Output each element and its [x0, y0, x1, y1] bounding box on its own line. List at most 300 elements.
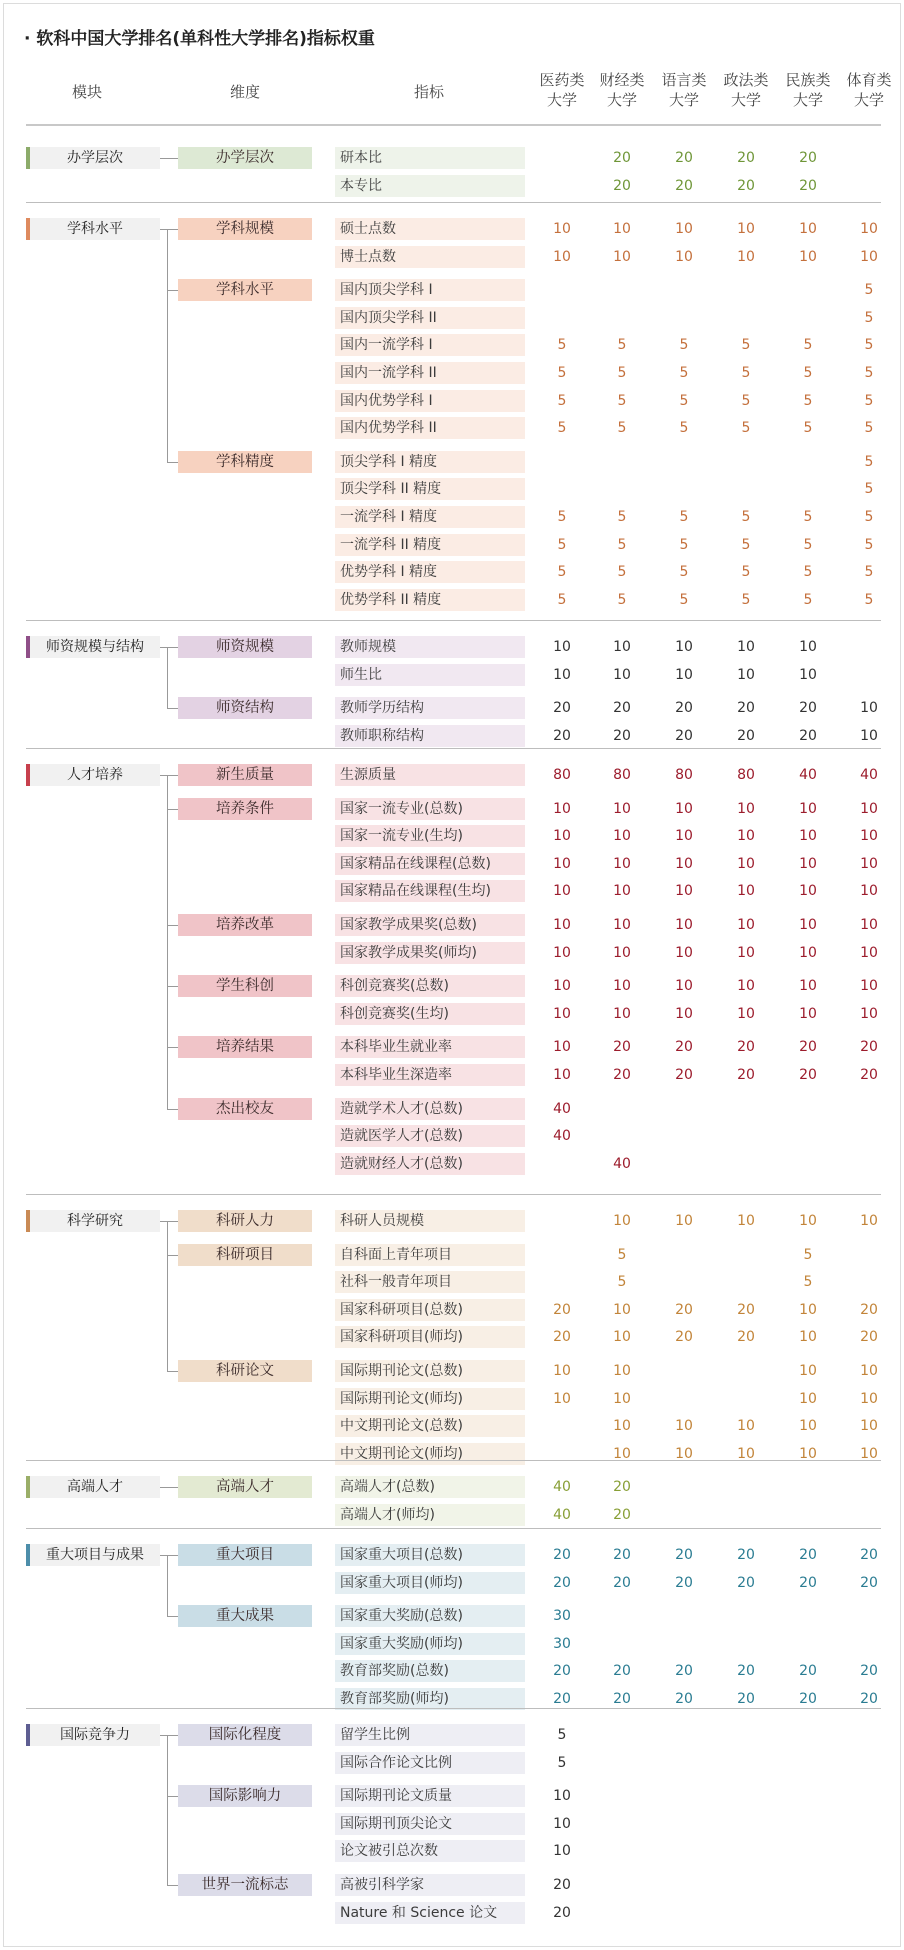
weight-cell: 20 [860, 1039, 878, 1056]
weight-cell: 10 [613, 639, 631, 655]
indicator-label: 国内一流学科 II [335, 362, 525, 384]
indicator-label: 国家教学成果奖(师均) [335, 942, 525, 964]
dimension-label: 学科规模 [178, 218, 312, 240]
weight-cell: 40 [553, 1100, 571, 1117]
weight-cell: 20 [553, 1574, 571, 1591]
module-label: 高端人才 [26, 1476, 160, 1498]
weight-cell: 10 [613, 800, 631, 817]
weight-cell: 10 [613, 1418, 631, 1435]
connector [167, 1221, 168, 1371]
weight-cell: 5 [741, 591, 751, 608]
weight-cell: 5 [741, 337, 751, 354]
connector [167, 229, 168, 462]
weight-cell: 10 [613, 666, 631, 683]
weight-cell: 10 [553, 800, 571, 817]
weight-cell: 5 [864, 309, 874, 326]
weight-cell: 10 [860, 828, 878, 845]
weight-cell: 20 [675, 1547, 693, 1563]
weight-cell: 20 [799, 177, 817, 194]
weight-cell: 10 [799, 828, 817, 845]
weight-cell: 10 [553, 1363, 571, 1379]
weight-cell: 10 [799, 1005, 817, 1022]
weight-cell: 10 [860, 1363, 878, 1379]
weight-cell: 5 [803, 337, 813, 354]
indicator-label: 国家重大项目(师均) [335, 1572, 525, 1594]
weight-cell: 5 [617, 564, 627, 581]
weight-cell: 20 [737, 1574, 755, 1591]
indicator-label: 本科毕业生深造率 [335, 1064, 525, 1086]
weight-cell: 20 [613, 1547, 631, 1563]
weight-cell: 20 [675, 1663, 693, 1680]
dimension-label: 杰出校友 [178, 1098, 312, 1120]
indicator-label: 高端人才(师均) [335, 1504, 525, 1526]
weight-cell: 5 [679, 536, 689, 553]
weight-cell: 5 [741, 536, 751, 553]
weight-cell: 10 [553, 1039, 571, 1056]
weight-cell: 5 [557, 564, 567, 581]
weight-cell: 10 [613, 944, 631, 961]
weight-cell: 5 [741, 564, 751, 581]
indicator-label: 教师学历结构 [335, 697, 525, 719]
weight-cell: 40 [553, 1479, 571, 1495]
weight-cell: 40 [860, 767, 878, 783]
weight-cell: 30 [553, 1608, 571, 1625]
connector [167, 1735, 168, 1885]
weight-cell: 20 [799, 1663, 817, 1680]
weight-cell: 20 [553, 1663, 571, 1680]
weight-cell: 10 [613, 1301, 631, 1318]
indicator-label: 国际期刊论文(总数) [335, 1360, 525, 1382]
weight-cell: 40 [553, 1506, 571, 1523]
section-divider [26, 202, 881, 203]
section-divider [26, 1528, 881, 1529]
connector [167, 1796, 178, 1797]
indicator-label: 研本比 [335, 147, 525, 169]
weight-cell: 20 [675, 727, 693, 744]
indicator-label: 留学生比例 [335, 1724, 525, 1746]
indicator-label: 教育部奖励(师均) [335, 1688, 525, 1710]
section-divider [26, 1708, 881, 1709]
indicator-label: 国内一流学科 I [335, 334, 525, 356]
weight-cell: 5 [557, 536, 567, 553]
dimension-label: 师资规模 [178, 636, 312, 658]
weight-cell: 5 [803, 420, 813, 437]
weight-cell: 80 [553, 767, 571, 783]
weight-cell: 80 [737, 767, 755, 783]
weight-cell: 5 [557, 420, 567, 437]
weight-cell: 5 [679, 337, 689, 354]
weight-cell: 10 [860, 1390, 878, 1407]
weight-cell: 20 [553, 1301, 571, 1318]
connector [167, 925, 178, 926]
weight-cell: 20 [799, 1547, 817, 1563]
weight-cell: 10 [737, 248, 755, 265]
weight-cell: 10 [799, 800, 817, 817]
weight-cell: 20 [737, 727, 755, 744]
weight-cell: 5 [741, 365, 751, 381]
connector [160, 775, 178, 776]
weight-cell: 10 [737, 883, 755, 900]
dimension-label: 世界一流标志 [178, 1874, 312, 1896]
indicator-label: 国内优势学科 II [335, 417, 525, 439]
weight-cell: 10 [860, 883, 878, 900]
indicator-label: 造就财经人才(总数) [335, 1153, 525, 1175]
indicator-label: 国内优势学科 I [335, 390, 525, 412]
indicator-label: 国家教学成果奖(总数) [335, 914, 525, 936]
weight-cell: 10 [860, 917, 878, 933]
weight-cell: 20 [613, 1506, 631, 1523]
weight-cell: 10 [675, 917, 693, 933]
weight-cell: 5 [864, 365, 874, 381]
weight-cell: 10 [737, 800, 755, 817]
weight-cell: 10 [737, 639, 755, 655]
connector [160, 229, 178, 230]
indicator-label: 国家精品在线课程(生均) [335, 880, 525, 902]
weight-cell: 10 [613, 248, 631, 265]
weight-cell: 10 [737, 1445, 755, 1462]
weight-cell: 5 [864, 481, 874, 498]
weight-cell: 10 [553, 1067, 571, 1083]
weight-cell: 10 [553, 978, 571, 995]
weight-cell: 10 [675, 855, 693, 872]
weight-cell: 10 [737, 1418, 755, 1435]
dimension-label: 办学层次 [178, 147, 312, 169]
header-type-line2: 大学 [730, 91, 761, 109]
weight-cell: 5 [864, 392, 874, 409]
weight-cell: 20 [675, 1329, 693, 1346]
weight-cell: 10 [613, 1363, 631, 1379]
dimension-label: 学科水平 [178, 279, 312, 301]
weight-cell: 20 [737, 150, 755, 166]
weight-cell: 5 [803, 564, 813, 581]
weight-cell: 10 [553, 917, 571, 933]
weight-cell: 20 [799, 1067, 817, 1083]
weight-cell: 10 [675, 1005, 693, 1022]
header-type-line2: 大学 [668, 91, 699, 109]
connector [167, 1555, 168, 1616]
weight-cell: 5 [864, 591, 874, 608]
weight-cell: 20 [613, 1663, 631, 1680]
weight-cell: 20 [737, 700, 755, 717]
section-divider [26, 748, 881, 749]
weight-cell: 20 [613, 1691, 631, 1707]
weight-cell: 5 [617, 536, 627, 553]
connector [167, 1885, 178, 1886]
indicator-label: 造就医学人才(总数) [335, 1125, 525, 1147]
weight-cell: 5 [864, 337, 874, 354]
weight-cell: 10 [675, 221, 693, 237]
weight-cell: 10 [860, 978, 878, 995]
module-label: 学科水平 [26, 218, 160, 240]
connector [167, 775, 168, 1109]
indicator-label: 造就学术人才(总数) [335, 1098, 525, 1120]
weight-cell: 10 [675, 828, 693, 845]
weight-cell: 5 [617, 365, 627, 381]
weight-cell: 40 [799, 767, 817, 783]
indicator-label: 国际合作论文比例 [335, 1752, 525, 1774]
dimension-label: 培养改革 [178, 914, 312, 936]
weight-cell: 80 [675, 767, 693, 783]
weight-cell: 20 [613, 700, 631, 717]
weight-cell: 5 [679, 591, 689, 608]
header-type-line1: 政法类 [723, 71, 769, 89]
weight-cell: 5 [864, 509, 874, 525]
weight-cell: 10 [860, 855, 878, 872]
weight-cell: 5 [864, 282, 874, 299]
indicator-label: 论文被引总次数 [335, 1840, 525, 1862]
weight-cell: 5 [864, 564, 874, 581]
weight-cell: 20 [553, 1691, 571, 1707]
weight-cell: 10 [860, 221, 878, 237]
weight-cell: 10 [799, 1445, 817, 1462]
indicator-label: 国家一流专业(生均) [335, 825, 525, 847]
weight-cell: 5 [617, 420, 627, 437]
weight-cell: 20 [613, 1039, 631, 1056]
weight-cell: 10 [799, 1418, 817, 1435]
header-type-line2: 大学 [792, 91, 823, 109]
weight-cell: 10 [737, 855, 755, 872]
weight-cell: 5 [557, 337, 567, 354]
weight-cell: 10 [613, 978, 631, 995]
weight-cell: 80 [613, 767, 631, 783]
weight-cell: 10 [675, 1445, 693, 1462]
header-type-0 [537, 70, 587, 110]
indicator-label: 国家科研项目(总数) [335, 1299, 525, 1321]
indicator-label: 科创竞赛奖(总数) [335, 975, 525, 997]
weight-cell: 20 [860, 1574, 878, 1591]
weight-cell: 5 [803, 591, 813, 608]
weight-cell: 5 [679, 564, 689, 581]
header-type-line1: 民族类 [785, 71, 831, 89]
weight-cell: 5 [803, 1246, 813, 1263]
table-frame [3, 3, 901, 1947]
weight-cell: 10 [553, 248, 571, 265]
weight-cell: 20 [613, 1574, 631, 1591]
connector [167, 1371, 178, 1372]
indicator-label: 国家重大项目(总数) [335, 1544, 525, 1566]
weight-cell: 5 [557, 509, 567, 525]
weight-cell: 10 [737, 221, 755, 237]
weight-cell: 20 [675, 177, 693, 194]
weight-cell: 5 [617, 1274, 627, 1291]
indicator-label: 中文期刊论文(师均) [335, 1443, 525, 1465]
header-type-4 [783, 70, 833, 110]
weight-cell: 20 [860, 1301, 878, 1318]
indicator-label: 顶尖学科 II 精度 [335, 478, 525, 500]
weight-cell: 20 [553, 1904, 571, 1921]
weight-cell: 5 [864, 536, 874, 553]
weight-cell: 10 [613, 1445, 631, 1462]
weight-cell: 20 [799, 1039, 817, 1056]
indicator-label: 生源质量 [335, 764, 525, 786]
indicator-label: 国家重大奖励(总数) [335, 1605, 525, 1627]
weight-cell: 20 [675, 1574, 693, 1591]
weight-cell: 20 [675, 1301, 693, 1318]
indicator-label: 国家一流专业(总数) [335, 798, 525, 820]
weight-cell: 20 [553, 700, 571, 717]
connector [167, 1255, 178, 1256]
weight-cell: 10 [553, 666, 571, 683]
weight-cell: 10 [799, 917, 817, 933]
header-divider [26, 124, 881, 126]
weight-cell: 20 [675, 700, 693, 717]
weight-cell: 10 [613, 1213, 631, 1229]
weight-cell: 5 [617, 509, 627, 525]
header-type-3 [721, 70, 771, 110]
weight-cell: 10 [799, 1390, 817, 1407]
indicator-label: 科创竞赛奖(生均) [335, 1003, 525, 1025]
weight-cell: 10 [553, 1788, 571, 1805]
dimension-label: 重大项目 [178, 1544, 312, 1566]
weight-cell: 20 [799, 1574, 817, 1591]
connector [160, 1735, 178, 1736]
weight-cell: 30 [553, 1635, 571, 1652]
weight-cell: 20 [737, 1067, 755, 1083]
weight-cell: 10 [799, 855, 817, 872]
header-type-1 [597, 70, 647, 110]
weight-cell: 10 [675, 666, 693, 683]
indicator-label: 优势学科 II 精度 [335, 589, 525, 611]
weight-cell: 10 [799, 1363, 817, 1379]
weight-cell: 20 [799, 727, 817, 744]
weight-cell: 20 [613, 727, 631, 744]
weight-cell: 10 [553, 1390, 571, 1407]
weight-cell: 20 [675, 150, 693, 166]
module-label: 办学层次 [26, 147, 160, 169]
weight-cell: 10 [737, 978, 755, 995]
indicator-label: Nature 和 Science 论文 [335, 1902, 525, 1924]
weight-cell: 10 [675, 883, 693, 900]
weight-cell: 10 [737, 1005, 755, 1022]
weight-cell: 10 [613, 828, 631, 845]
indicator-label: 社科一般青年项目 [335, 1271, 525, 1293]
indicator-label: 一流学科 I 精度 [335, 506, 525, 528]
weight-cell: 40 [613, 1155, 631, 1172]
connector [160, 647, 178, 648]
weight-cell: 10 [860, 1213, 878, 1229]
weight-cell: 5 [617, 392, 627, 409]
dimension-label: 科研人力 [178, 1210, 312, 1232]
header-type-2 [659, 70, 709, 110]
weight-cell: 10 [860, 1418, 878, 1435]
module-label: 重大项目与成果 [26, 1544, 160, 1566]
module-label: 师资规模与结构 [26, 636, 160, 658]
header-type-line1: 财经类 [599, 71, 645, 89]
weight-cell: 10 [860, 727, 878, 744]
weight-cell: 10 [737, 1213, 755, 1229]
dimension-label: 重大成果 [178, 1605, 312, 1627]
weight-cell: 10 [799, 883, 817, 900]
weight-cell: 5 [679, 365, 689, 381]
weight-cell: 20 [737, 1039, 755, 1056]
indicator-label: 国际期刊顶尖论文 [335, 1813, 525, 1835]
weight-cell: 10 [553, 221, 571, 237]
weight-cell: 20 [860, 1547, 878, 1563]
weight-cell: 20 [613, 177, 631, 194]
weight-cell: 10 [799, 1213, 817, 1229]
weight-cell: 10 [799, 639, 817, 655]
connector [167, 986, 178, 987]
weight-cell: 5 [557, 591, 567, 608]
weight-cell: 5 [741, 420, 751, 437]
connector [167, 1109, 178, 1110]
weight-cell: 20 [553, 1877, 571, 1893]
weight-cell: 20 [675, 1691, 693, 1707]
indicator-label: 教师规模 [335, 636, 525, 658]
weight-cell: 10 [675, 1418, 693, 1435]
weight-cell: 20 [799, 1691, 817, 1707]
weight-cell: 10 [860, 248, 878, 265]
connector [167, 647, 168, 708]
connector [167, 290, 178, 291]
weight-cell: 10 [553, 1005, 571, 1022]
dimension-label: 国际化程度 [178, 1724, 312, 1746]
weight-cell: 10 [613, 917, 631, 933]
page-title: · 软科中国大学排名(单科性大学排名)指标权重 [24, 29, 375, 49]
weight-cell: 5 [617, 591, 627, 608]
connector [167, 1616, 178, 1617]
weight-cell: 20 [799, 700, 817, 717]
weight-cell: 20 [737, 1329, 755, 1346]
weight-cell: 10 [553, 639, 571, 655]
weight-cell: 5 [803, 509, 813, 525]
weight-cell: 20 [613, 150, 631, 166]
indicator-label: 国家精品在线课程(总数) [335, 853, 525, 875]
weight-cell: 5 [679, 392, 689, 409]
header-type-line2: 大学 [606, 91, 637, 109]
connector [160, 1555, 178, 1556]
header-type-line2: 大学 [546, 91, 577, 109]
weight-cell: 5 [864, 453, 874, 470]
weight-cell: 10 [675, 639, 693, 655]
connector [167, 1047, 178, 1048]
indicator-label: 国内顶尖学科 I [335, 279, 525, 301]
weight-cell: 10 [860, 1445, 878, 1462]
weight-cell: 10 [553, 1843, 571, 1860]
indicator-label: 本科毕业生就业率 [335, 1036, 525, 1058]
indicator-label: 国内顶尖学科 II [335, 307, 525, 329]
connector [160, 158, 178, 159]
weight-cell: 10 [799, 666, 817, 683]
weight-cell: 10 [860, 1005, 878, 1022]
weight-cell: 20 [860, 1329, 878, 1346]
weight-cell: 5 [741, 392, 751, 409]
weight-cell: 20 [613, 1067, 631, 1083]
weight-cell: 20 [613, 1479, 631, 1495]
weight-cell: 20 [553, 1547, 571, 1563]
indicator-label: 优势学科 I 精度 [335, 561, 525, 583]
weight-cell: 10 [675, 800, 693, 817]
connector [160, 1221, 178, 1222]
indicator-label: 教师职称结构 [335, 725, 525, 747]
weight-cell: 20 [860, 1067, 878, 1083]
weight-cell: 5 [679, 420, 689, 437]
weight-cell: 10 [613, 1329, 631, 1346]
weight-cell: 5 [803, 365, 813, 381]
weight-cell: 10 [553, 855, 571, 872]
weight-cell: 5 [803, 536, 813, 553]
indicator-label: 高端人才(总数) [335, 1476, 525, 1498]
indicator-label: 国家科研项目(师均) [335, 1326, 525, 1348]
header-type-5 [844, 70, 894, 110]
section-divider [26, 1194, 881, 1195]
weight-cell: 10 [799, 944, 817, 961]
weight-cell: 20 [737, 1663, 755, 1680]
weight-cell: 5 [741, 509, 751, 525]
header-module: 模块 [72, 83, 103, 101]
weight-cell: 10 [613, 883, 631, 900]
connector [167, 809, 178, 810]
